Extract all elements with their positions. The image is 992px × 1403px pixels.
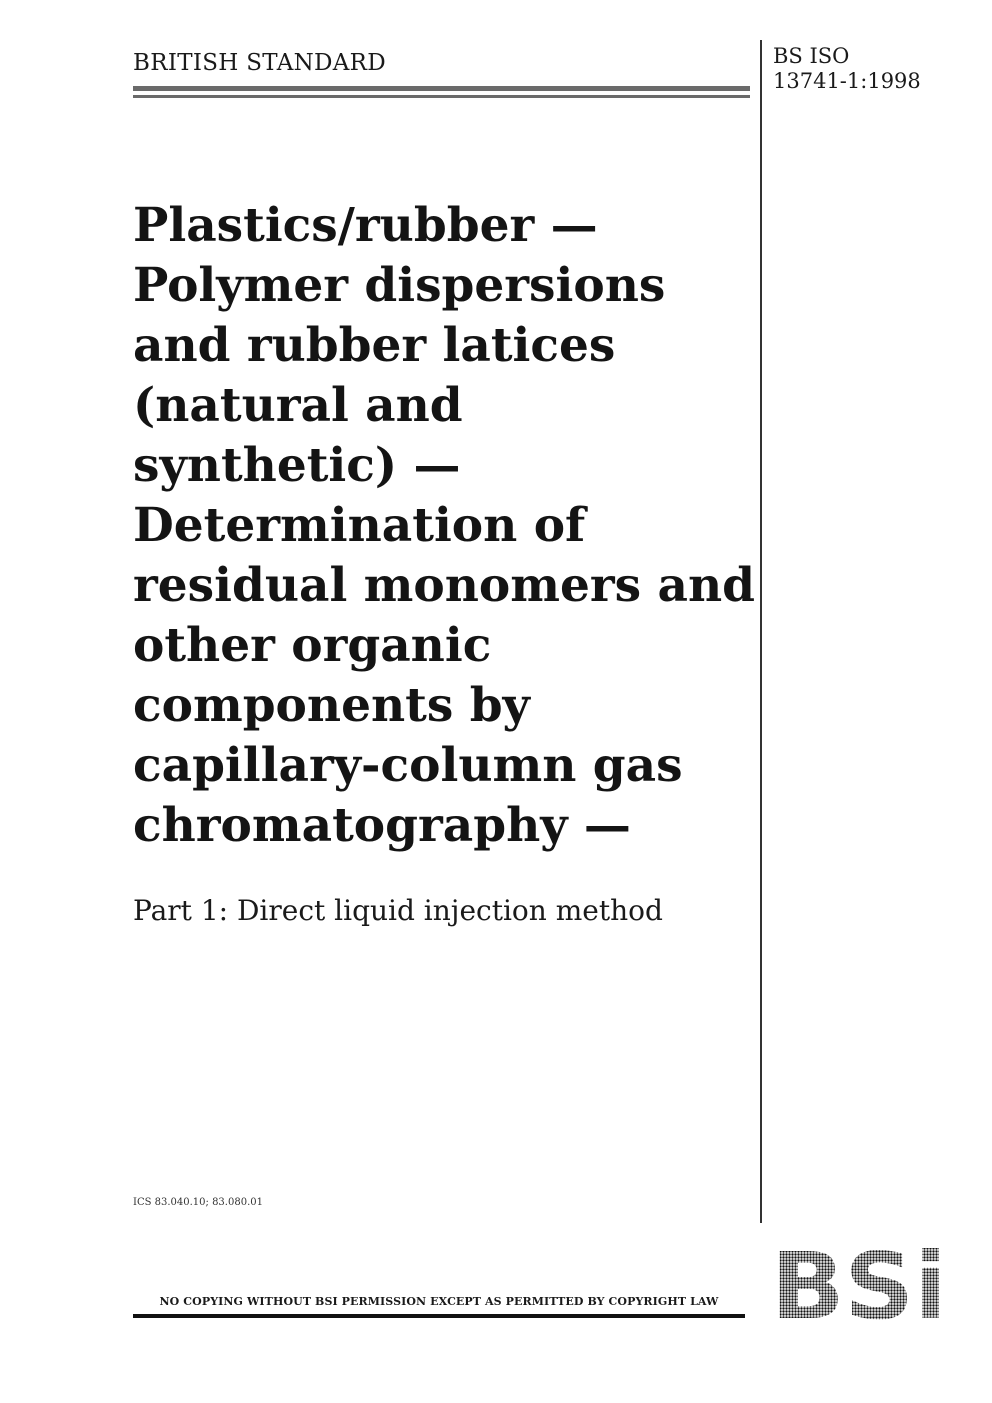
title-line: (natural and bbox=[133, 378, 463, 433]
copyright-notice: NO COPYING WITHOUT BSI PERMISSION EXCEPT AS PERMITTED BY COPYRIGHT LAW bbox=[159, 1295, 719, 1308]
header-rule-thin bbox=[133, 95, 750, 98]
title-line: capillary-column gas bbox=[133, 738, 683, 793]
document-subtitle: Part 1: Direct liquid injection method bbox=[133, 894, 663, 927]
standard-code-line2: 13741-1:1998 bbox=[773, 69, 921, 93]
document-title bbox=[133, 196, 755, 856]
title-line: and rubber latices bbox=[133, 318, 616, 373]
ics-code: ICS 83.040.10; 83.080.01 bbox=[133, 1197, 263, 1208]
title-line: other organic bbox=[133, 618, 492, 673]
title-line: residual monomers and bbox=[133, 558, 755, 613]
bsi-logo-icon bbox=[770, 1244, 948, 1322]
header-label: BRITISH STANDARD bbox=[133, 50, 387, 76]
title-line: Polymer dispersions bbox=[133, 258, 666, 313]
title-line: Plastics/rubber — bbox=[133, 198, 598, 253]
copyright-rule bbox=[133, 1314, 745, 1318]
title-line: chromatography — bbox=[133, 798, 631, 853]
title-line: synthetic) — bbox=[133, 438, 461, 493]
header-rule-thick bbox=[133, 86, 750, 91]
title-line: Determination of bbox=[133, 498, 586, 553]
standard-code bbox=[773, 44, 921, 94]
vertical-divider bbox=[760, 40, 762, 1223]
bsi-logo-text: BSi bbox=[771, 1244, 947, 1322]
standard-code-line1: BS ISO bbox=[773, 44, 850, 68]
title-line: components by bbox=[133, 678, 530, 733]
